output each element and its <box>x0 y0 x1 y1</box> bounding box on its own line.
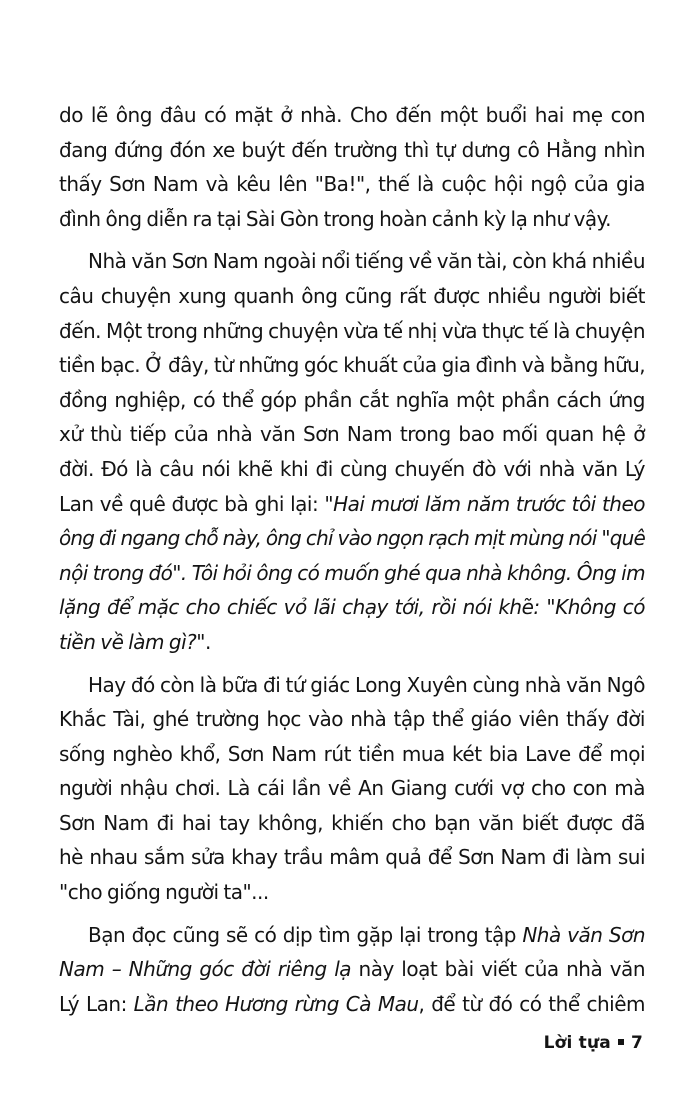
text-line <box>59 737 645 772</box>
italic-text: ông đi ngang chỗ này, ông chỉ vào ngọn rạch mịt mùng nói "quê <box>59 526 645 551</box>
text-line <box>59 590 645 625</box>
text-line <box>59 452 645 487</box>
paragraph <box>59 668 645 910</box>
text-run: người nhậu chơi. Là cái lần về An Giang cưới vợ cho con mà <box>59 776 645 801</box>
text-line <box>59 244 645 279</box>
text-line <box>59 875 645 910</box>
text-run: Lan về quê được bà ghi lại: <box>59 491 325 516</box>
italic-text: Nam – Những góc đời riêng lạ <box>59 957 352 982</box>
text-run: câu chuyện xung quanh ông cũng rất được nhiều người biết <box>59 283 645 308</box>
text-run: này loạt bài viết của nhà văn <box>351 957 645 982</box>
text-run: do lẽ ông đâu có mặt ở nhà. Cho đến một buổi hai mẹ con <box>59 103 645 127</box>
text-line <box>59 806 645 841</box>
text-run: thấy Sơn Nam và kêu lên "Ba!", thế là cuộc hội ngộ của gia <box>59 172 645 197</box>
text-line <box>59 167 645 202</box>
text-run: . <box>204 629 211 654</box>
text-line <box>59 625 645 660</box>
text-line <box>59 987 645 1022</box>
text-run: Nhà văn Sơn Nam ngoài nổi tiếng về văn tài, còn khá nhiều <box>88 249 645 274</box>
text-run: Khắc Tài, ghé trường học vào nhà tập thể giáo viên thấy đời <box>59 707 645 732</box>
text-line <box>59 952 645 987</box>
italic-text: nội trong đó". Tôi hỏi ông có muốn ghé qua nhà không. Ông im <box>59 560 645 585</box>
footer-section-title: Lời tựa <box>543 1033 611 1053</box>
text-run: hè nhau sắm sửa khay trầu mâm quả để Sơn Nam đi làm sui <box>59 845 645 870</box>
text-line <box>59 918 645 953</box>
paragraph <box>59 98 645 236</box>
page-footer <box>544 1033 643 1053</box>
text-line <box>59 771 645 806</box>
text-line <box>59 133 645 168</box>
text-run: Lý Lan: <box>59 991 134 1016</box>
text-line <box>59 98 645 133</box>
text-run: Bạn đọc cũng sẽ có dịp tìm gặp lại trong tập <box>88 922 523 947</box>
text-run: xử thù tiếp của nhà văn Sơn Nam trong bao mối quan hệ ở <box>59 422 645 447</box>
text-run: đồng nghiệp, có thể góp phần cắt nghĩa một phần cách ứng <box>59 387 645 412</box>
text-line <box>59 556 645 591</box>
italic-text: "Hai mươi lăm năm trước tôi theo <box>324 491 645 516</box>
text-run: , để từ đó có thể chiêm <box>418 991 645 1016</box>
text-run: đời. Đó là câu nói khẽ khi đi cùng chuyến đò với nhà văn Lý <box>59 456 645 481</box>
italic-text: lặng để mặc cho chiếc vỏ lãi chạy tới, rồi nói khẽ: "Không có <box>59 595 645 620</box>
text-line <box>59 840 645 875</box>
text-run: Hay đó còn là bữa đi tứ giác Long Xuyên cùng nhà văn Ngô <box>88 672 645 697</box>
text-line <box>59 521 645 556</box>
text-line <box>59 668 645 703</box>
text-run: sống nghèo khổ, Sơn Nam rút tiền mua két bia Lave để mọi <box>59 741 645 766</box>
text-line <box>59 202 645 237</box>
text-run: "cho giống người ta"... <box>59 880 269 905</box>
italic-text: tiền về làm gì?" <box>59 629 205 654</box>
text-run: Sơn Nam đi hai tay không, khiến cho bạn văn biết được đã <box>59 810 645 835</box>
text-line <box>59 702 645 737</box>
text-run: đến. Một trong những chuyện vừa tế nhị vừa thực tế là chuyện <box>59 318 645 343</box>
text-line <box>59 383 645 418</box>
text-run: đang đứng đón xe buýt đến trường thì tự dưng cô Hằng nhìn <box>59 137 645 162</box>
text-line <box>59 417 645 452</box>
italic-text: Lần theo Hương rừng Cà Mau <box>133 991 419 1016</box>
text-run: tiền bạc. Ở đây, từ những góc khuất của gia đình và bằng hữu, <box>59 353 645 378</box>
page-number: 7 <box>630 1033 643 1053</box>
text-line <box>59 279 645 314</box>
body-text <box>59 98 645 1029</box>
text-line <box>59 314 645 349</box>
footer-bullet-icon <box>618 1039 624 1045</box>
italic-text: Nhà văn Sơn <box>522 922 645 947</box>
paragraph <box>59 244 645 659</box>
text-run: đình ông diễn ra tại Sài Gòn trong hoàn cảnh kỳ lạ như vậy. <box>59 206 612 231</box>
text-line <box>59 348 645 383</box>
paragraph <box>59 918 645 1022</box>
text-line <box>59 487 645 522</box>
